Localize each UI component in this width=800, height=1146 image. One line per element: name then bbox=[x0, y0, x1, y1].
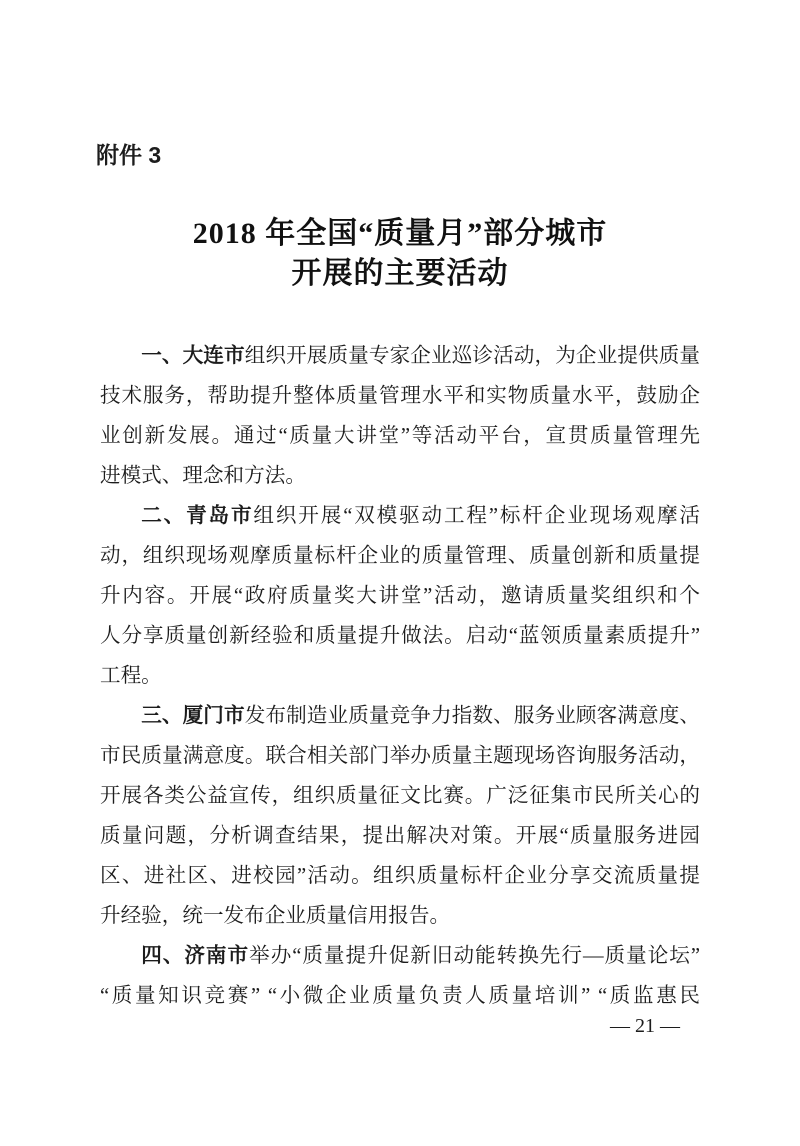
paragraph-1-line-4: 进模式、理念和方法。 bbox=[100, 465, 306, 487]
paragraph-1-lead: 一、大连市 bbox=[141, 344, 245, 367]
paragraph-2-line-1: 二、青岛市组织开展“双模驱动工程”标杆企业现场观摩活 bbox=[141, 504, 701, 527]
attachment-label: 附件 3 bbox=[96, 142, 162, 168]
document-body bbox=[100, 336, 700, 1016]
page-number: — 21 — bbox=[610, 1015, 680, 1037]
paragraph-2-line-4: 人分享质量创新经验和质量提升做法。启动“蓝领质量素质提升” bbox=[100, 625, 700, 647]
paragraph-3-line-1: 三、厦门市发布制造业质量竞争力指数、服务业顾客满意度、 bbox=[141, 704, 701, 727]
paragraph-4-lead: 四、济南市 bbox=[141, 944, 250, 967]
paragraph-4 bbox=[100, 936, 700, 1016]
paragraph-3 bbox=[100, 696, 700, 936]
paragraph-3-line-3: 开展各类公益宣传，组织质量征文比赛。广泛征集市民所关心的 bbox=[100, 785, 700, 807]
paragraph-1-line-2: 技术服务，帮助提升整体质量管理水平和实物质量水平，鼓励企 bbox=[100, 385, 700, 407]
paragraph-3-line-4: 质量问题，分析调查结果，提出解决对策。开展“质量服务进园 bbox=[100, 825, 700, 847]
paragraph-2-lead: 二、青岛市 bbox=[141, 504, 254, 527]
paragraph-2-line-3: 升内容。开展“政府质量奖大讲堂”活动，邀请质量奖组织和个 bbox=[100, 585, 700, 607]
document-title bbox=[0, 214, 800, 294]
paragraph-4-line-2: “质量知识竞赛” “小微企业质量负责人质量培训” “质监惠民 bbox=[100, 985, 700, 1007]
paragraph-3-line-5: 区、进社区、进校园”活动。组织质量标杆企业分享交流质量提 bbox=[100, 865, 700, 887]
paragraph-1 bbox=[100, 336, 700, 496]
paragraph-2 bbox=[100, 496, 700, 696]
paragraph-2-line-2: 动，组织现场观摩质量标杆企业的质量管理、质量创新和质量提 bbox=[100, 545, 700, 567]
paragraph-4-line-1: 四、济南市举办“质量提升促新旧动能转换先行—质量论坛” bbox=[141, 944, 701, 967]
paragraph-1-line-3: 业创新发展。通过“质量大讲堂”等活动平台，宣贯质量管理先 bbox=[100, 425, 700, 447]
document-title-line-2: 开展的主要活动 bbox=[291, 257, 509, 290]
document-title-line-1: 2018 年全国“质量月”部分城市 bbox=[192, 217, 608, 250]
paragraph-1-line-1: 一、大连市组织开展质量专家企业巡诊活动，为企业提供质量 bbox=[141, 344, 701, 367]
paragraph-3-lead: 三、厦门市 bbox=[141, 704, 245, 727]
paragraph-3-line-6: 升经验，统一发布企业质量信用报告。 bbox=[100, 905, 451, 927]
paragraph-3-line-2: 市民质量满意度。联合相关部门举办质量主题现场咨询服务活动， bbox=[100, 745, 700, 767]
paragraph-2-line-5: 工程。 bbox=[100, 665, 162, 687]
